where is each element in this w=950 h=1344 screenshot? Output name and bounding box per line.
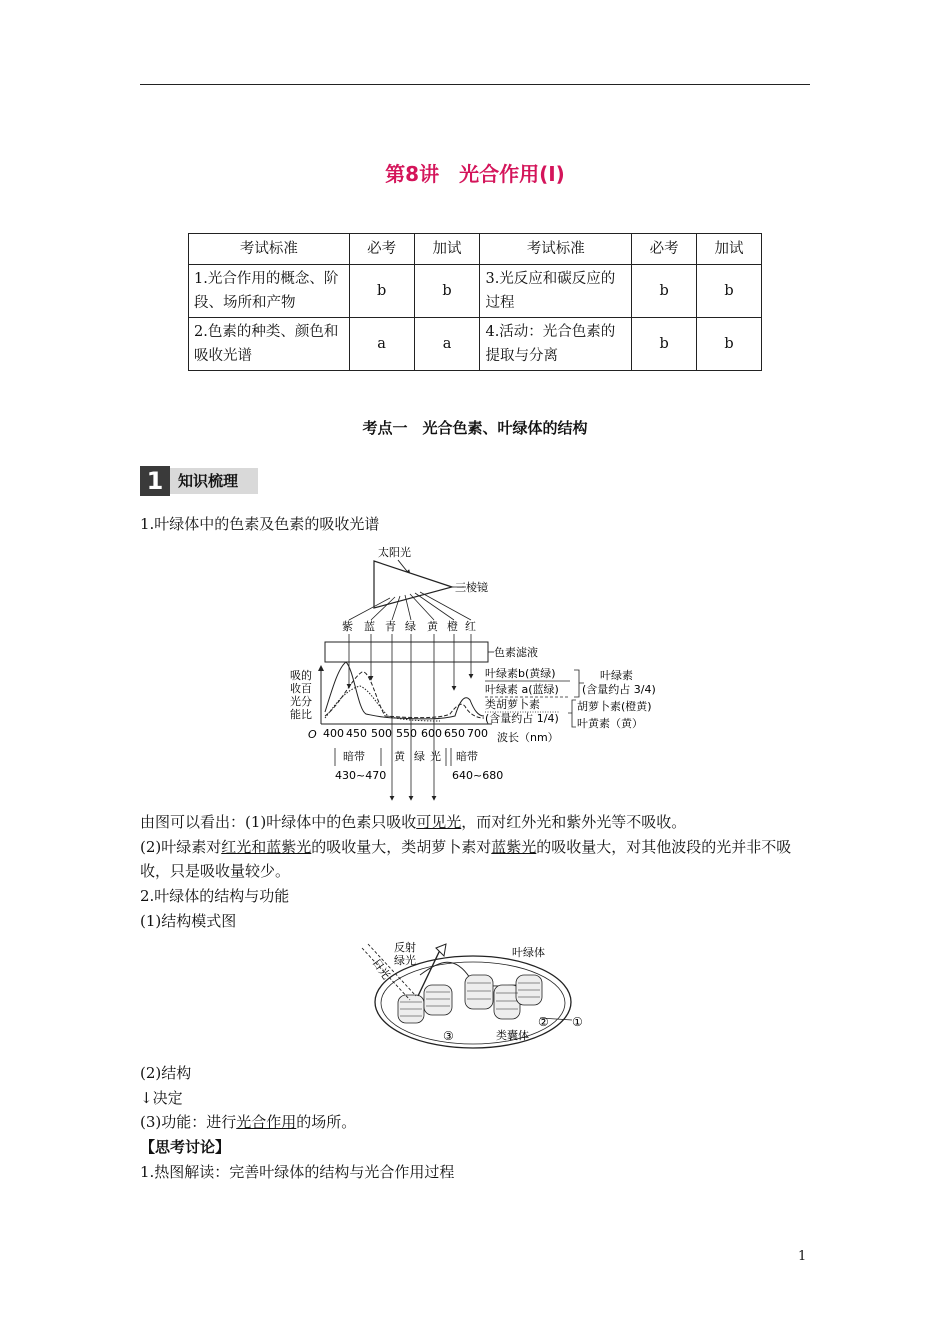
discussion-heading: 【思考讨论】 — [140, 1138, 231, 1156]
table-cell: b — [414, 265, 480, 318]
kaodian-heading: 考点一 光合色素、叶绿体的结构 — [362, 419, 588, 437]
table-cell: b — [697, 265, 762, 318]
standards-table — [188, 233, 762, 371]
table-cell: 4.活动：光合色素的提取与分离 — [480, 318, 632, 371]
paragraph-2 — [140, 835, 814, 883]
x-tick: 650 — [444, 727, 465, 740]
marker-2: ② — [538, 1015, 549, 1029]
text-run: 的吸收量大，对其他波段的光并非不吸收，只是吸收量较少。 — [140, 838, 792, 880]
ylabel-line: 收百 — [290, 682, 312, 695]
color-label: 橙 — [447, 620, 458, 633]
table-cell: a — [349, 318, 414, 371]
question-1: 1.热图解读：完善叶绿体的结构与光合作用过程 — [140, 1163, 455, 1181]
sunlight-label: 日光 — [369, 956, 393, 982]
prism-label: 三棱镜 — [455, 581, 488, 594]
page-title: 第8讲 光合作用(Ⅰ) — [385, 162, 565, 186]
x-tick: 700 — [467, 727, 488, 740]
subheading-2: (2)结构 — [140, 1064, 192, 1082]
table-row — [189, 318, 762, 371]
x-tick: 550 — [396, 727, 417, 740]
reflect-label: 绿光 — [394, 954, 416, 967]
subheading-3 — [140, 1110, 812, 1134]
header-cell: 加试 — [414, 234, 480, 265]
x-axis-label: 波长（nm） — [497, 731, 559, 744]
table-cell: b — [697, 318, 762, 371]
table-cell: b — [632, 265, 697, 318]
thylakoid-label: 类囊体 — [496, 1029, 529, 1042]
table-row — [189, 265, 762, 318]
text-run: 的场所。 — [296, 1113, 357, 1131]
pigment-filter-label: 色素滤液 — [494, 646, 538, 659]
determines-arrow: ↓决定 — [140, 1089, 183, 1107]
table-header-row — [189, 234, 762, 265]
reflect-label: 反射 — [394, 941, 416, 954]
legend-carotenoid-amount: (含量约占 1/4) — [485, 712, 559, 725]
fig1-heading: 1.叶绿体中的色素及色素的吸收光谱 — [140, 515, 380, 533]
text-run: (2)叶绿素对 — [140, 838, 222, 856]
x-tick: 600 — [421, 727, 442, 740]
heading-2: 2.叶绿体的结构与功能 — [140, 887, 290, 905]
table-cell: b — [349, 265, 414, 318]
band-label: 黄 — [394, 750, 405, 763]
table-cell: 1.光合作用的概念、阶段、场所和产物 — [189, 265, 350, 318]
paragraph-1 — [140, 810, 812, 834]
header-cell: 考试标准 — [189, 234, 350, 265]
marker-3: ③ — [443, 1029, 454, 1043]
text-run: (3)功能：进行 — [140, 1113, 237, 1131]
section-number: 1 — [140, 466, 170, 496]
header-cell: 必考 — [632, 234, 697, 265]
ylabel-line: 能比 — [290, 708, 312, 721]
x-tick: 450 — [346, 727, 367, 740]
carotenoid-brace — [568, 700, 576, 727]
dark-band-range: 430~470 — [335, 769, 387, 782]
table-cell: 2.色素的种类、颜色和吸收光谱 — [189, 318, 350, 371]
legend-chl-a: 叶绿素 a(蓝绿) — [485, 683, 559, 696]
legend-chl-b: 叶绿素b(黄绿) — [485, 667, 556, 680]
xanthophyll-label: 叶黄素（黄） — [577, 717, 643, 730]
header-cell: 考试标准 — [480, 234, 632, 265]
header-rule — [140, 84, 810, 85]
header-cell: 必考 — [349, 234, 414, 265]
legend-carotenoid: 类胡萝卜素 — [485, 698, 540, 711]
page-number: 1 — [798, 1249, 807, 1264]
ylabel-line: 吸的 — [290, 669, 312, 682]
subheading-1: (1)结构模式图 — [140, 912, 237, 930]
color-label: 青 — [385, 620, 396, 633]
prism-shape — [374, 561, 452, 608]
color-label: 紫 — [342, 620, 353, 633]
chloroplast-figure — [355, 936, 595, 1054]
dark-band-label: 暗带 — [343, 750, 365, 763]
color-label: 蓝 — [364, 620, 375, 633]
x-tick: 500 — [371, 727, 392, 740]
underlined-answer: 红光和蓝紫光 — [221, 838, 312, 856]
table-cell: b — [632, 318, 697, 371]
table-cell: a — [414, 318, 480, 371]
carotenoid-curve — [325, 686, 440, 721]
underlined-answer: 可见光 — [416, 813, 462, 831]
x-tick: 400 — [323, 727, 344, 740]
ylabel-line: 光分 — [290, 695, 312, 708]
chloroplast-label: 叶绿体 — [512, 946, 545, 959]
band-label: 光 — [430, 750, 441, 763]
color-label: 绿 — [405, 620, 416, 633]
color-label: 黄 — [427, 620, 438, 633]
pigment-filter-box — [325, 642, 488, 662]
absorption-spectrum-figure — [270, 540, 690, 802]
origin-label: O — [308, 728, 317, 741]
table-cell: 3.光反应和碳反应的过程 — [480, 265, 632, 318]
marker-1: ① — [572, 1015, 583, 1029]
chlorophyll-label: 叶绿素 — [600, 669, 633, 682]
sunlight-label: 太阳光 — [378, 546, 411, 559]
dark-band-range: 640~680 — [452, 769, 504, 782]
dark-band-label: 暗带 — [456, 750, 478, 763]
header-cell: 加试 — [697, 234, 762, 265]
underlined-answer: 蓝紫光 — [491, 838, 537, 856]
section-label: 知识梳理 — [178, 472, 239, 490]
text-run: 由图可以看出：(1)叶绿体中的色素只吸收 — [140, 813, 417, 831]
carotene-label: 胡萝卜素(橙黄) — [577, 700, 652, 713]
text-run: ，而对红外光和紫外光等不吸收。 — [461, 813, 687, 831]
text-run: 的吸收量大，类胡萝卜素对 — [311, 838, 492, 856]
color-label: 红 — [465, 620, 476, 633]
band-label: 绿 — [414, 750, 425, 763]
chlorophyll-amount: (含量约占 3/4) — [582, 683, 656, 696]
underlined-answer: 光合作用 — [236, 1113, 297, 1131]
